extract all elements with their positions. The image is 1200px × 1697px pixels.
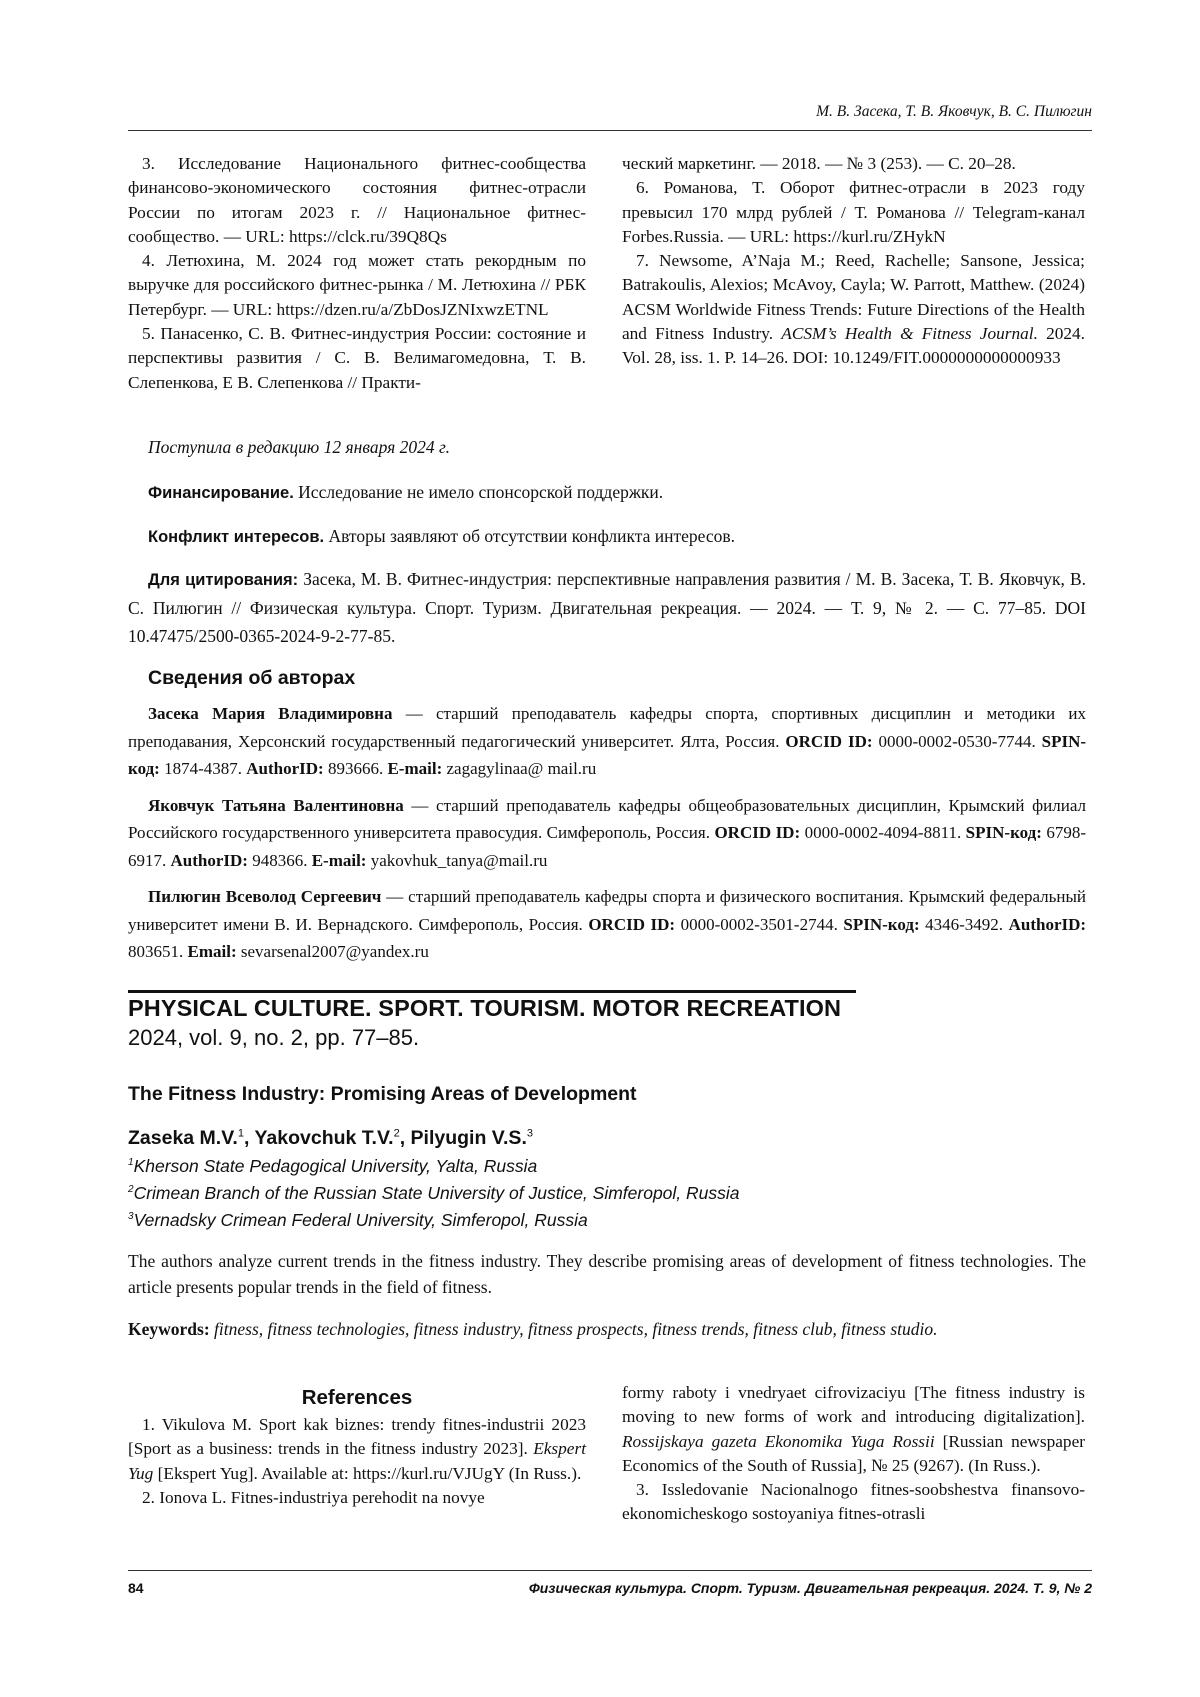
author-entry: [128, 792, 1086, 875]
affiliation-text: Crimean Branch of the Russian State University of Justice, Simferopol, Russia: [133, 1183, 740, 1203]
affiliation: [128, 1210, 588, 1231]
author-desc: — старший преподаватель кафедры спорта, спортивных дисциплин и методики их преподавания, Херсонский государственный педагогический университет. Ялта, Россия.: [128, 704, 1086, 751]
page-number: 84: [128, 1580, 144, 1596]
authors-heading: Сведения об авторах: [148, 667, 356, 689]
spin-label: SPIN-код:: [965, 823, 1042, 842]
spin-value: 4346-3492.: [925, 914, 1004, 934]
authorid-value: 948366.: [252, 850, 308, 870]
citation-block: [128, 565, 1086, 650]
author-entry: [128, 700, 1086, 783]
citation-text: Засека, М. В. Фитнес-индустрия: перспективные направления развития / М. В. Засека, Т. В. Яковчук, В. С. Пилюгин // Физическая культура. Спорт. Туризм. Двигательная рекреация. — 2024. — Т. 9, № 2. — С. 77–85. DOI 10.47475/2500-0365-2024-9-2-77-85.: [128, 569, 1087, 646]
email-value: yakovhuk_tanya@mail.ru: [370, 850, 548, 870]
spin-value: 6798-6917.: [128, 823, 1087, 870]
author-desc: — старший преподаватель кафедры общеобразовательных дисциплин, Крымский филиал Российского государственного университета правосудия. Симферополь, Россия.: [128, 795, 1087, 842]
orcid-label: ORCID ID:: [588, 914, 676, 934]
reference-item: [622, 249, 1085, 370]
authorid-label: AuthorID:: [170, 850, 248, 870]
affiliation-superscript: 2: [128, 1184, 134, 1196]
orcid-value: 0000-0002-3501-2744.: [680, 914, 838, 934]
orcid-label: ORCID ID:: [714, 823, 801, 842]
affiliation: [128, 1183, 740, 1204]
references-en-left-column: [128, 1413, 586, 1510]
email-value: sevarsenal2007@yandex.ru: [240, 942, 429, 961]
reference-item: 3. Исследование Национального фитнес-сообщества финансово-экономического состояния фитнес-отрасли России по итогам 2023 г. // Национальное фитнес-сообщество. — URL: https://clck.ru/39Q8Qs: [128, 154, 586, 246]
reference-item: 5. Панасенко, С. В. Фитнес-индустрия России: состояние и перспективы развития / С. В. Велимагомедовна, Т. В. Слепенкова, Е В. Слепенкова // Практи-: [128, 324, 586, 392]
reference-item: 3. Issledovanie Nacionalnogo fitnes-soobshestva finansovo-ekonomicheskogo sostoyaniya fitnes-otrasli: [622, 1480, 1085, 1524]
orcid-label: ORCID ID:: [785, 731, 873, 751]
author-superscript: 3: [526, 1127, 533, 1140]
affiliation: [128, 1156, 537, 1177]
references-ru-left-column: [128, 152, 586, 395]
conflict-statement: [128, 522, 1086, 551]
references-heading: References: [301, 1386, 413, 1409]
header-rule: [128, 130, 1092, 131]
author-name: Яковчук Татьяна Валентиновна: [148, 795, 404, 815]
funding-label: Финансирование.: [148, 484, 294, 502]
reference-item: 6. Романова, Т. Оборот фитнес-отрасли в 2023 году превысил 170 млрд рублей / Т. Романова // Telegram-канал Forbes.Russia. — URL: https://kurl.ru/ZHykN: [622, 178, 1085, 246]
received-date: Поступила в редакцию 12 января 2024 г.: [148, 437, 450, 457]
funding-text: Исследование не имело спонсорской поддержки.: [298, 482, 664, 502]
reference-item: 2. Ionova L. Fitnes-industriya perehodit na novye: [142, 1487, 485, 1507]
author-desc: — старший преподаватель кафедры спорта и физического воспитания. Крымский федеральный университет имени В. И. Вернадского. Симферополь, Россия.: [128, 887, 1087, 934]
reference-text: [Russian newspaper Economics of the South of Russia], № 25 (9267). (In Russ.).: [622, 1431, 1085, 1475]
orcid-value: 0000-0002-0530-7744.: [878, 731, 1036, 751]
reference-item: [128, 1413, 586, 1486]
spin-value: 1874-4387.: [164, 759, 243, 778]
email-value: zagagylinaa@ mail.ru: [446, 759, 597, 778]
keywords-text: fitness, fitness technologies, fitness industry, fitness prospects, fitness trends, fitness club, fitness studio.: [214, 1319, 938, 1339]
spin-label: SPIN-код:: [843, 914, 920, 934]
reference-text: 7. Newsome, A’Naja M.; Reed, Rachelle; Sansone, Jessica; Batrakoulis, Alexios; McAvoy, Cayla; W. Parrott, Matthew. (2024) ACSM Worldwide Fitness Trends: Future Directions of the Health and Fitness Industry.: [622, 251, 1085, 344]
english-section-rule: [128, 990, 856, 993]
orcid-value: 0000-0002-4094-8811.: [804, 823, 962, 842]
author-entry: [128, 883, 1086, 966]
reference-continuation: [622, 1381, 1085, 1478]
keywords-label: Keywords:: [128, 1319, 210, 1339]
reference-continuation: ческий маркетинг. — 2018. — № 3 (253). — С. 20–28.: [622, 154, 1016, 173]
affiliation-superscript: 1: [128, 1157, 134, 1169]
author-name: Pilyugin V.S.: [410, 1127, 527, 1149]
author-name: Zaseka M.V.: [128, 1127, 238, 1149]
reference-text: [Ekspert Yug]. Available at: https://kurl.ru/VJUgY (In Russ.).: [157, 1463, 582, 1483]
running-head: М. В. Засека, Т. В. Яковчук, В. С. Пилюгин: [816, 103, 1092, 120]
journal-issue-en: 2024, vol. 9, no. 2, pp. 77–85.: [128, 1025, 420, 1050]
journal-title-en: PHYSICAL CULTURE. SPORT. TOURISM. MOTOR RECREATION: [128, 995, 842, 1021]
keywords-en: [128, 1316, 1086, 1342]
separator: ,: [399, 1127, 411, 1149]
reference-text: 1. Vikulova M. Sport kak biznes: trendy fitnes-industrii 2023 [Sport as a business: trends in the fitness industry 2023].: [128, 1415, 586, 1459]
reference-item: 4. Летюхина, М. 2024 год может стать рекордным по выручке для российского фитнес-рынка / М. Летюхина // РБК Петербург. — URL: https://dzen.ru/a/ZbDosJZNIxwzETNL: [128, 251, 586, 319]
footer-journal-title: Физическая культура. Спорт. Туризм. Двигательная рекреация. 2024. Т. 9, № 2: [528, 1580, 1092, 1596]
authorid-label: AuthorID:: [246, 759, 324, 778]
references-en-right-column: [622, 1381, 1085, 1527]
citation-label: Для цитирования:: [148, 571, 299, 589]
email-label: E-mail:: [387, 759, 443, 778]
email-label: E-mail:: [311, 850, 367, 870]
author-superscript: 1: [237, 1127, 244, 1140]
conflict-label: Конфликт интересов.: [148, 528, 325, 546]
separator: ,: [243, 1127, 255, 1149]
reference-text: formy raboty i vnedryaet cifrovizaciyu [The fitness industry is moving to new forms of work and introducing digitalization].: [622, 1383, 1085, 1427]
authorid-label: AuthorID:: [1008, 914, 1087, 934]
reference-text: 2024. Vol. 28, iss. 1. P. 14–26. DOI: 10.1249/FIT.0000000000000933: [622, 324, 1085, 368]
spin-label: SPIN-код:: [128, 731, 1087, 778]
reference-journal: Rossijskaya gazeta Ekonomika Yuga Rossii: [622, 1431, 935, 1451]
footer-rule: [128, 1570, 1092, 1571]
references-ru-right-column: [622, 152, 1085, 371]
affiliation-superscript: 3: [128, 1211, 134, 1223]
conflict-text: Авторы заявляют об отсутствии конфликта интересов.: [328, 526, 735, 546]
reference-journal: ACSM’s Health & Fitness Journal.: [781, 324, 1038, 344]
reference-journal: Ekspert Yug: [128, 1439, 586, 1483]
abstract-en: [128, 1248, 1086, 1300]
author-name: Пилюгин Всеволод Сергеевич: [148, 887, 382, 906]
authorid-value: 803651.: [128, 942, 184, 961]
author-name: Yakovchuk T.V.: [254, 1127, 394, 1149]
funding-statement: [128, 478, 1086, 507]
authorid-value: 893666.: [327, 759, 384, 778]
email-label: Email:: [187, 942, 237, 961]
article-title-en: The Fitness Industry: Promising Areas of Development: [128, 1083, 637, 1105]
affiliation-text: Vernadsky Crimean Federal University, Simferopol, Russia: [133, 1210, 588, 1230]
abstract-text: The authors analyze current trends in the fitness industry. They describe promising areas of development of fitness technologies. The article presents popular trends in the field of fitness.: [128, 1251, 1086, 1297]
affiliation-text: Kherson State Pedagogical University, Yalta, Russia: [133, 1156, 538, 1176]
authors-info: [128, 700, 1086, 975]
article-authors-en: [128, 1127, 533, 1150]
author-superscript: 2: [393, 1127, 400, 1140]
author-name: Засека Мария Владимировна: [148, 704, 393, 723]
